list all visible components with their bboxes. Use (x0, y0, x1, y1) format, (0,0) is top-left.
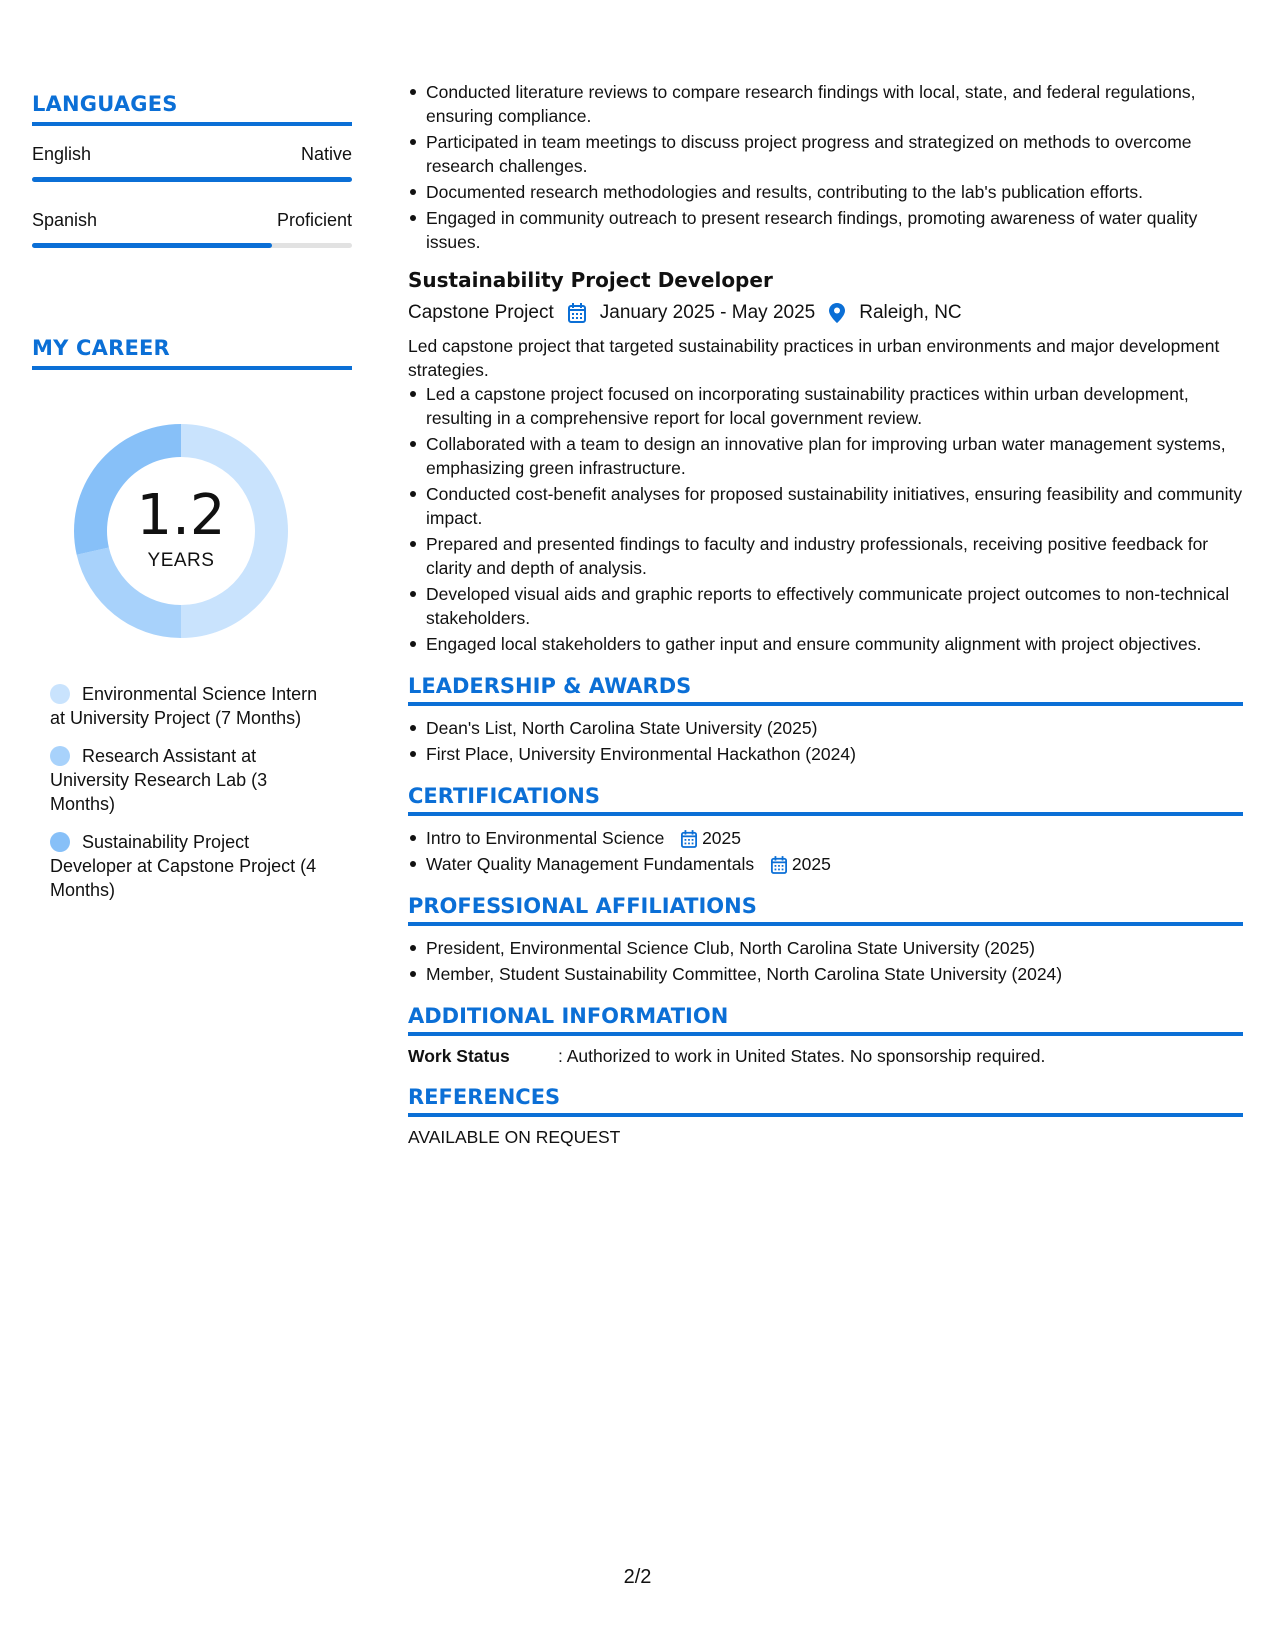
calendar-icon (771, 854, 792, 874)
list-item: President, Environmental Science Club, North Carolina State University (2025) (426, 936, 1243, 960)
language-proficiency-bar (32, 177, 352, 182)
career-title: MY CAREER (32, 336, 352, 370)
certifications-title: CERTIFICATIONS (408, 784, 1243, 816)
legend-dot (50, 746, 70, 766)
languages-section (32, 92, 352, 276)
list-item: Conducted cost-benefit analyses for proposed sustainability initiatives, ensuring feasibility and community impact. (426, 484, 1243, 528)
cert-year: 2025 (702, 828, 742, 848)
list-item (426, 852, 1243, 876)
main-column (408, 80, 1243, 1148)
list-item: Member, Student Sustainability Committee, North Carolina State University (2024) (426, 962, 1243, 986)
list-item: Engaged in community outreach to present research findings, promoting awareness of water quality issues. (426, 206, 1243, 254)
legend-dot (50, 832, 70, 852)
list-item: Dean's List, North Carolina State University (2025) (426, 716, 1243, 740)
job-summary: Led capstone project that targeted sustainability practices in urban environments and major development strategies. (408, 336, 1220, 380)
job-dates: January 2025 - May 2025 (599, 302, 816, 323)
certifications-list (408, 826, 1243, 876)
job-title: Sustainability Project Developer (408, 268, 773, 292)
language-item (32, 144, 352, 182)
cert-name: Intro to Environmental Science (426, 828, 665, 848)
career-legend (50, 682, 335, 902)
language-name: Spanish (32, 210, 98, 230)
legend-label: Environmental Science Intern at University Project (7 Months) (50, 684, 318, 728)
list-item: Prepared and presented findings to faculty and industry professionals, receiving positive feedback for clarity and depth of analysis. (426, 532, 1243, 580)
list-item: Developed visual aids and graphic reports to effectively communicate project outcomes to non-technical stakeholders. (426, 582, 1243, 630)
cert-name: Water Quality Management Fundamentals (426, 854, 755, 874)
affiliations-list (408, 936, 1243, 986)
language-item (32, 210, 352, 248)
career-unit: YEARS (147, 550, 215, 571)
list-item: Engaged local stakeholders to gather input and ensure community alignment with project objectives. (426, 632, 1243, 656)
work-status-row (408, 1046, 1243, 1067)
legend-dot (50, 684, 70, 704)
language-proficiency-fill (32, 177, 352, 182)
calendar-icon (681, 828, 702, 848)
additional-info-title: ADDITIONAL INFORMATION (408, 1004, 1243, 1036)
job-meta (408, 302, 1243, 324)
work-status-value: : Authorized to work in United States. No sponsorship required. (558, 1046, 1046, 1066)
career-donut-chart (66, 416, 296, 646)
language-name: English (32, 144, 92, 164)
cert-year: 2025 (791, 854, 831, 874)
career-total: 1.2 (136, 483, 226, 548)
list-item: Collaborated with a team to design an innovative plan for improving urban water management systems, emphasizing green infrastructure. (426, 432, 1243, 480)
legend-label: Research Assistant at University Research Lab (3 Months) (50, 746, 268, 814)
languages-title: LANGUAGES (32, 92, 352, 126)
legend-label: Sustainability Project Developer at Capstone Project (4 Months) (50, 832, 317, 900)
job-company: Capstone Project (408, 302, 554, 323)
calendar-icon (568, 302, 586, 324)
language-level: Native (300, 144, 352, 164)
location-pin-icon (829, 302, 845, 324)
references-title: REFERENCES (408, 1085, 1243, 1117)
legend-item (50, 744, 335, 816)
job-location: Raleigh, NC (859, 302, 962, 323)
legend-item (50, 682, 335, 730)
list-item (426, 826, 1243, 850)
leadership-list (408, 716, 1243, 766)
references-text: AVAILABLE ON REQUEST (408, 1127, 621, 1147)
language-proficiency-bar (32, 243, 352, 248)
list-item: Led a capstone project focused on incorporating sustainability practices within urban development, resulting in a comprehensive report for local government review. (426, 382, 1243, 430)
page-number: 2/2 (623, 1566, 652, 1588)
list-item: Documented research methodologies and results, contributing to the lab's publication efforts. (426, 180, 1243, 204)
leadership-title: LEADERSHIP & AWARDS (408, 674, 1243, 706)
list-item: Participated in team meetings to discuss project progress and strategized on methods to overcome research challenges. (426, 130, 1243, 178)
list-item: First Place, University Environmental Hackathon (2024) (426, 742, 1243, 766)
language-level: Proficient (276, 210, 352, 230)
legend-item (50, 830, 335, 902)
job-bullets (408, 382, 1243, 656)
career-section (32, 336, 352, 916)
list-item: Conducted literature reviews to compare research findings with local, state, and federal regulations, ensuring compliance. (426, 80, 1243, 128)
work-status-label: Work Status (408, 1046, 510, 1066)
affiliations-title: PROFESSIONAL AFFILIATIONS (408, 894, 1243, 926)
prev-job-bullets (408, 80, 1243, 254)
language-proficiency-fill (32, 243, 272, 248)
